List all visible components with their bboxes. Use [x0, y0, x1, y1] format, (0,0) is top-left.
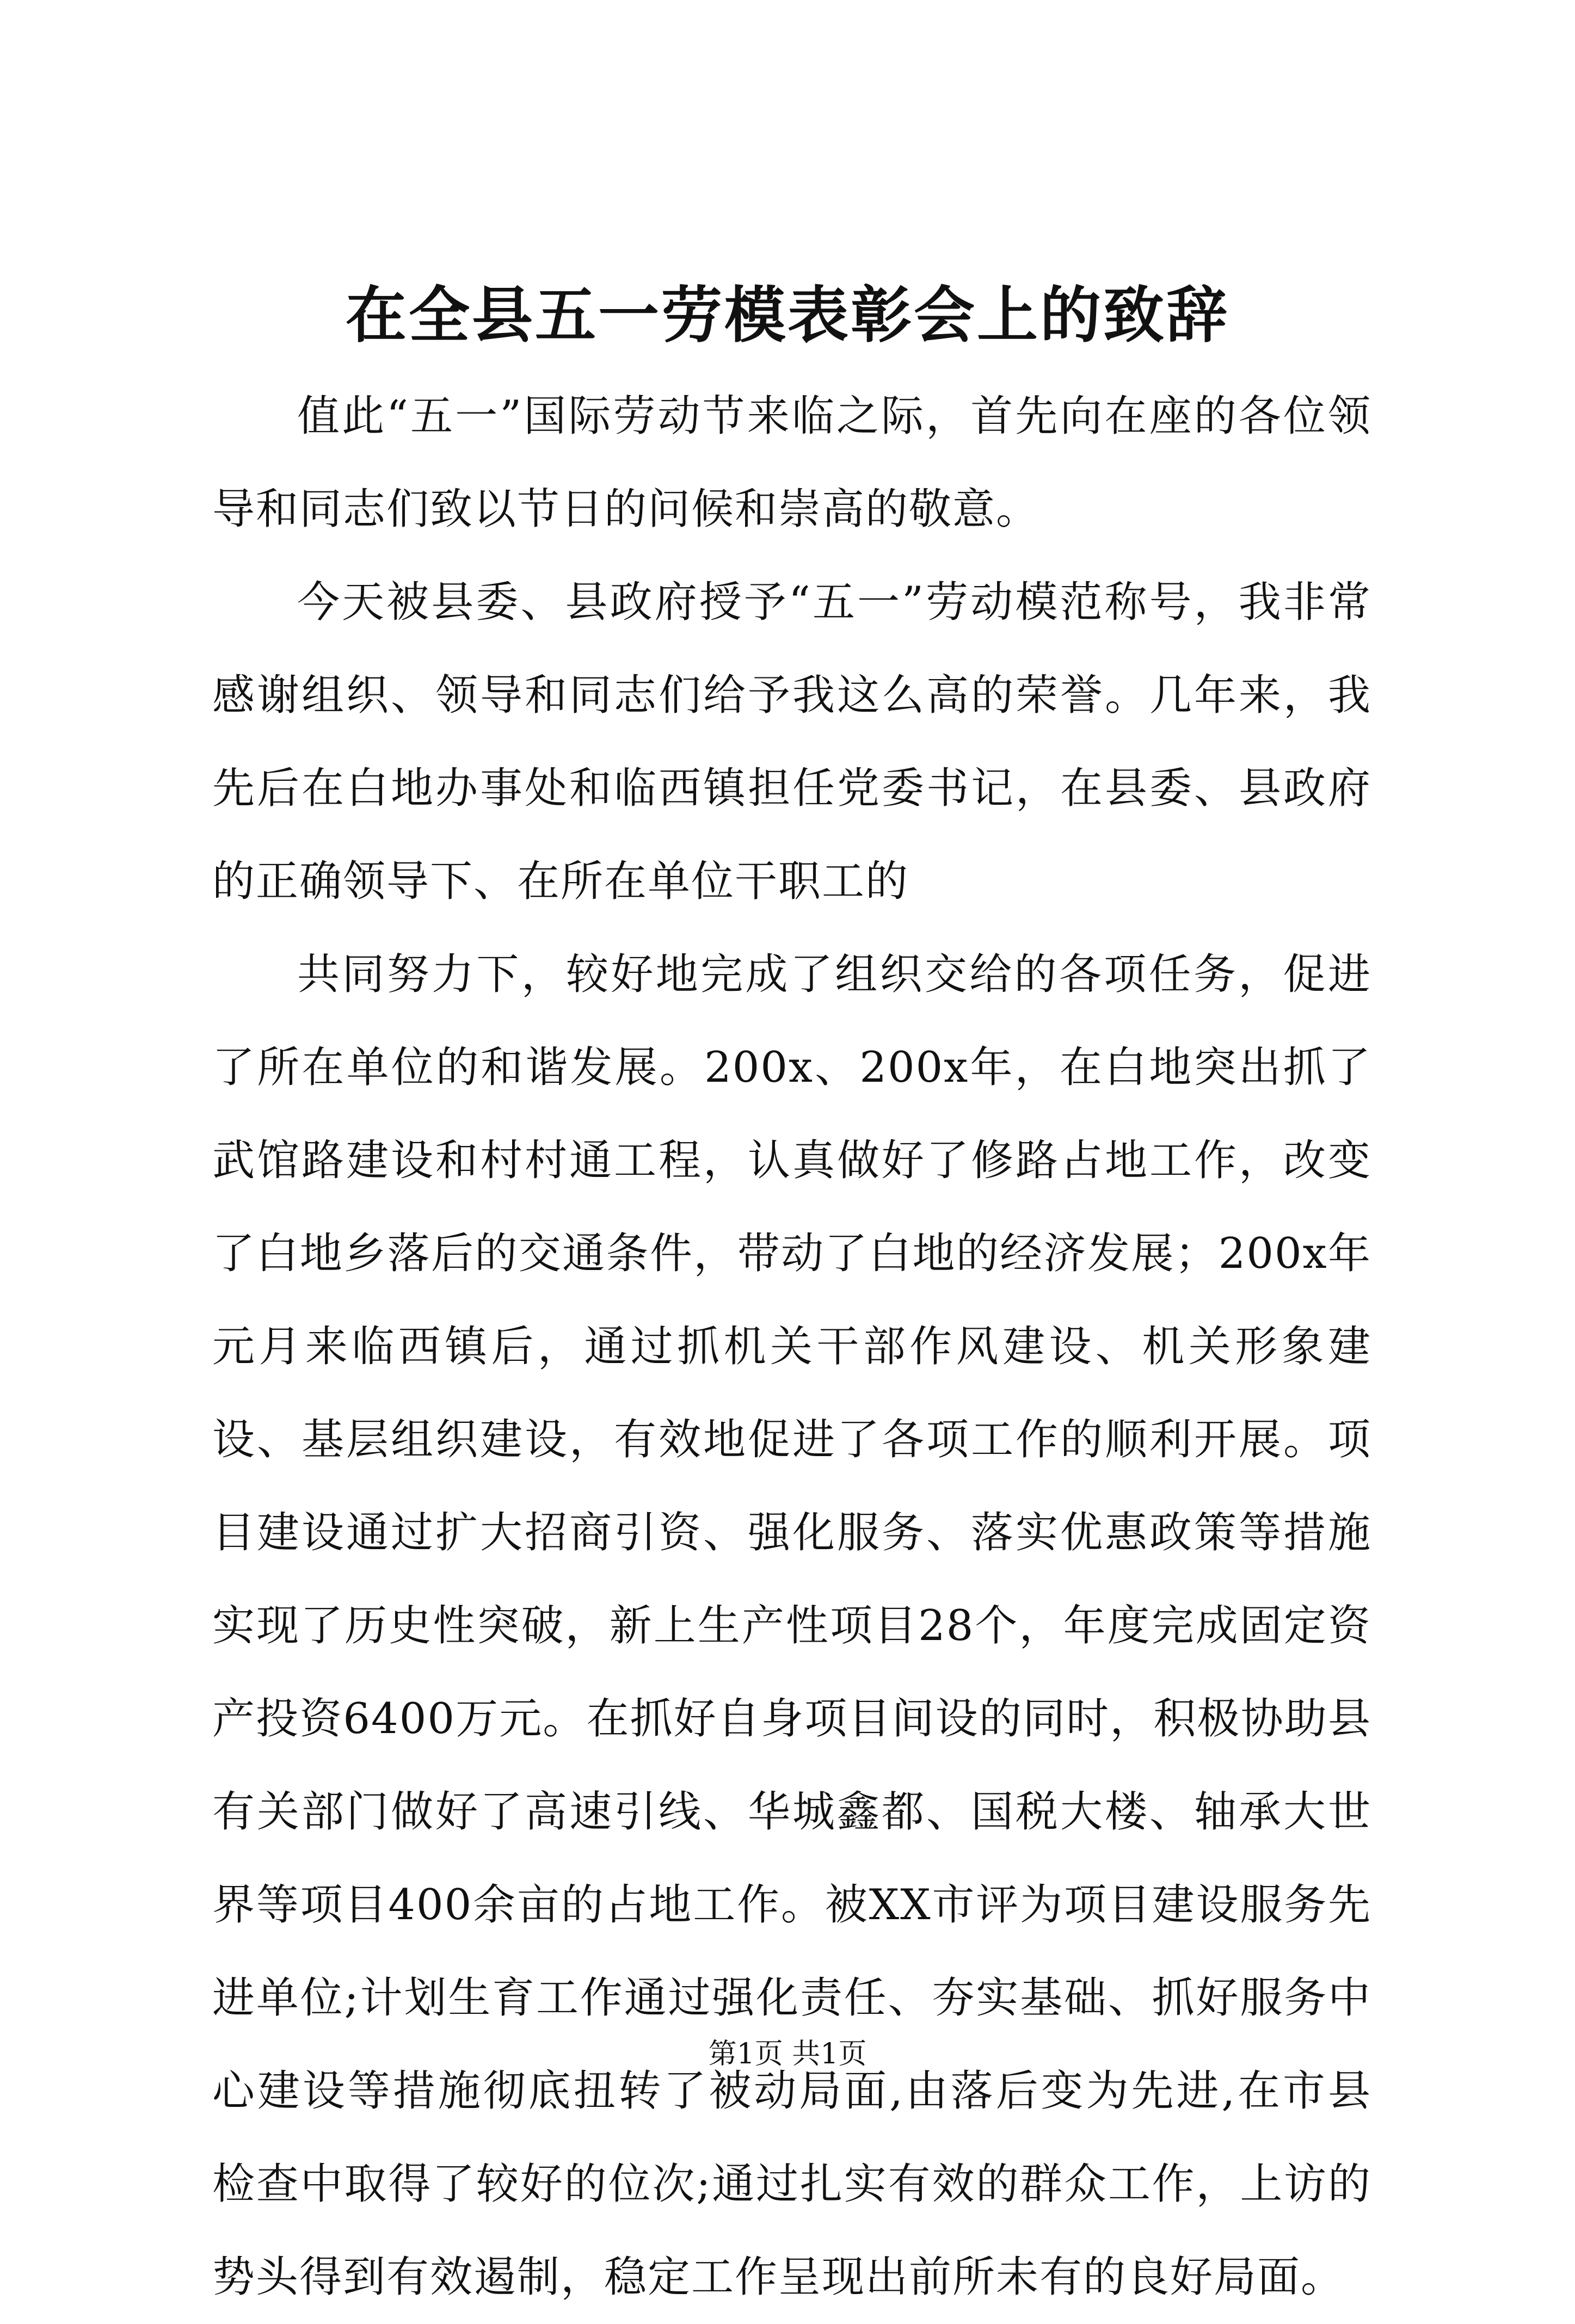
document-title: 在全县五一劳模表彰会上的致辞 [346, 280, 1229, 351]
paragraph-honor: 今天被县委、县政府授予“五一”劳动模范称号，我非常感谢组织、领导和同志们给予我这么高的荣誉。几年来，我先后在白地办事处和临西镇担任党委书记，在县委、县政府的正确领导下、在所在单位干职工的 [212, 578, 1371, 906]
document-body [212, 370, 1371, 2324]
page-footer: 第1页 共1页 [708, 2038, 867, 2070]
paragraph-achievements: 共同努力下，较好地完成了组织交给的各项任务，促进了所在单位的和谐发展。200x、200x年，在白地突出抓了武馆路建设和村村通工程，认真做好了修路占地工作，改变了白地乡落后的交通条件，带动了白地的经济发展；200x年元月来临西镇后，通过抓机关干部作风建设、机关形象建设、基层组织建设，有效地促进了各项工作的顺利开展。项目建设通过扩大招商引资、强化服务、落实优惠政策等措施实现了历史性突破，新上生产性项目28个，年度完成固定资产投资6400万元。在抓好自身项目间设的同时，积极协助县有关部门做好了高速引线、华城鑫都、国税大楼、轴承大世界等项目400余亩的占地工作。被XX市评为项目建设服务先进单位;计划生育工作通过强化责任、夯实基础、抓好服务中心建设等措施彻底扭转了被动局面,由落后变为先进,在市县检查中取得了较好的位次;通过扎实有效的群众工作，上访的势头得到有效遏制，稳定工作呈现出前所未有的良好局面。 [212, 950, 1371, 2302]
paragraph-greeting: 值此“五一”国际劳动节来临之际，首先向在座的各位领导和同志们致以节日的问候和崇高的敬意。 [212, 392, 1371, 534]
